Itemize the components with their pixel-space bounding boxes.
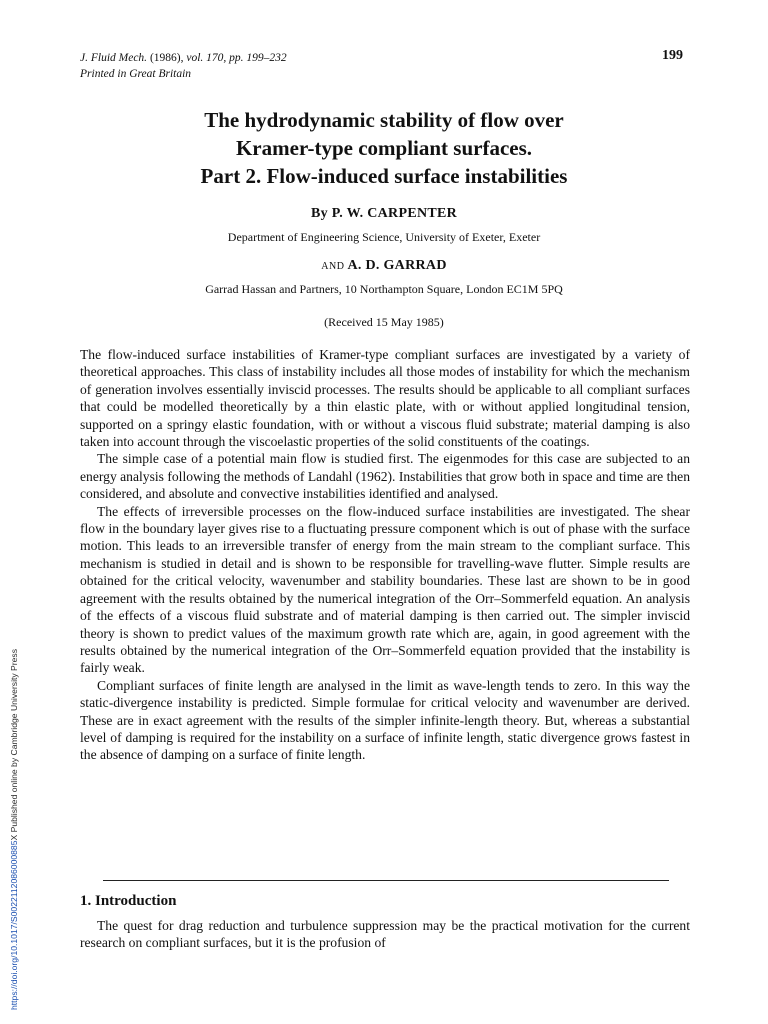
- abstract-paragraph-4: Compliant surfaces of finite length are analysed in the limit as wave-length tends to zero. In this way the static-divergence instability is predicted. Simple formulae for critical velocity and wavenumber are derived. These are in exact agreement with the results of the simpler infinite-length theory. But, whereas a substantial level of damping is required for the instability on a surface of infinite length, static divergence grows fastest in the absence of damping on a surface of finite length.: [80, 677, 690, 763]
- title-line-3: Part 2. Flow-induced surface instabilities: [200, 164, 568, 188]
- journal-citation: [80, 50, 287, 66]
- abstract-paragraph-3: The effects of irreversible processes on the flow-induced surface instabilities are investigated. The shear flow in the boundary layer gives rise to a fluctuating pressure component which is out of phase with the surface motion. This leads to an irreversible transfer of energy from the main stream to the compliant surface. This mechanism is studied in detail and is shown to be responsible for travelling-wave flutter. Simple results are obtained for the critical velocity, wavenumber and stability boundaries. These last are shown to be in good agreement with the results obtained by the numerical integration of the Orr–Sommerfeld equation. An analysis of the effects of a viscous fluid substrate and of material damping is then carried out. The simpler inviscid theory is shown to predict values of the maximum growth rate which are, again, in good agreement with the results obtained by the numerical integration of the Orr–Sommerfeld equation provided that the instability is fairly weak.: [80, 503, 690, 676]
- by-word: By: [310, 206, 328, 221]
- side-citation-note: [9, 649, 19, 1010]
- author-1-name: P. W. CARPENTER: [331, 206, 458, 221]
- title-line-1: The hydrodynamic stability of flow over: [204, 108, 564, 132]
- affiliation-2: Garrad Hassan and Partners, 10 Northampton Square, London EC1M 5PQ: [205, 282, 563, 296]
- journal-name: J. Fluid Mech.: [80, 52, 148, 64]
- published-online-note: X Published online by Cambridge University Press: [9, 648, 19, 841]
- abstract: [80, 346, 690, 764]
- paper-title: [90, 106, 678, 190]
- journal-year: (1986),: [149, 52, 184, 64]
- abstract-paragraph-2: The simple case of a potential main flow is studied first. The eigenmodes for this case are subjected to an energy analysis following the methods of Landahl (1962). Instabilities that grow both in space and time are then considered, and absolute and convective instabilities identified and analysed.: [80, 451, 690, 502]
- doi-link[interactable]: https://doi.org/10.1017/S0022112086000885: [9, 840, 19, 1010]
- and-word: and: [321, 258, 345, 273]
- author-line-1: [0, 206, 768, 222]
- printed-note: Printed in Great Britain: [80, 68, 192, 80]
- introduction-paragraph: The quest for drag reduction and turbulence suppression may be the practical motivation for the current research on compliant surfaces, but it is the profusion of: [80, 918, 690, 951]
- author-2-name: A. D. GARRAD: [347, 258, 447, 273]
- journal-volume: vol. 170, pp. 199–232: [186, 52, 287, 64]
- received-date: (Received 15 May 1985): [324, 315, 444, 329]
- section-heading: 1. Introduction: [80, 893, 177, 909]
- affiliation-1: Department of Engineering Science, University of Exeter, Exeter: [227, 230, 541, 244]
- page-number: 199: [662, 48, 683, 63]
- author-line-2: [0, 258, 768, 274]
- introduction-text: [80, 917, 690, 952]
- title-line-2: Kramer-type compliant surfaces.: [235, 136, 533, 160]
- abstract-divider: [103, 880, 669, 881]
- abstract-paragraph-1: The flow-induced surface instabilities of Kramer-type compliant surfaces are investigated by a variety of theoretical approaches. This class of instability includes all those modes of instability for which the mechanism of generation involves essentially inviscid processes. The results should be applicable to all compliant surfaces that could be modelled theoretically by a thin elastic plate, with or without applied longitudinal tension, supported on a springy elastic foundation, with or without a viscous fluid substrate; material damping is also taken into account through the viscoelastic properties of the solid constituents of the coatings.: [80, 347, 690, 450]
